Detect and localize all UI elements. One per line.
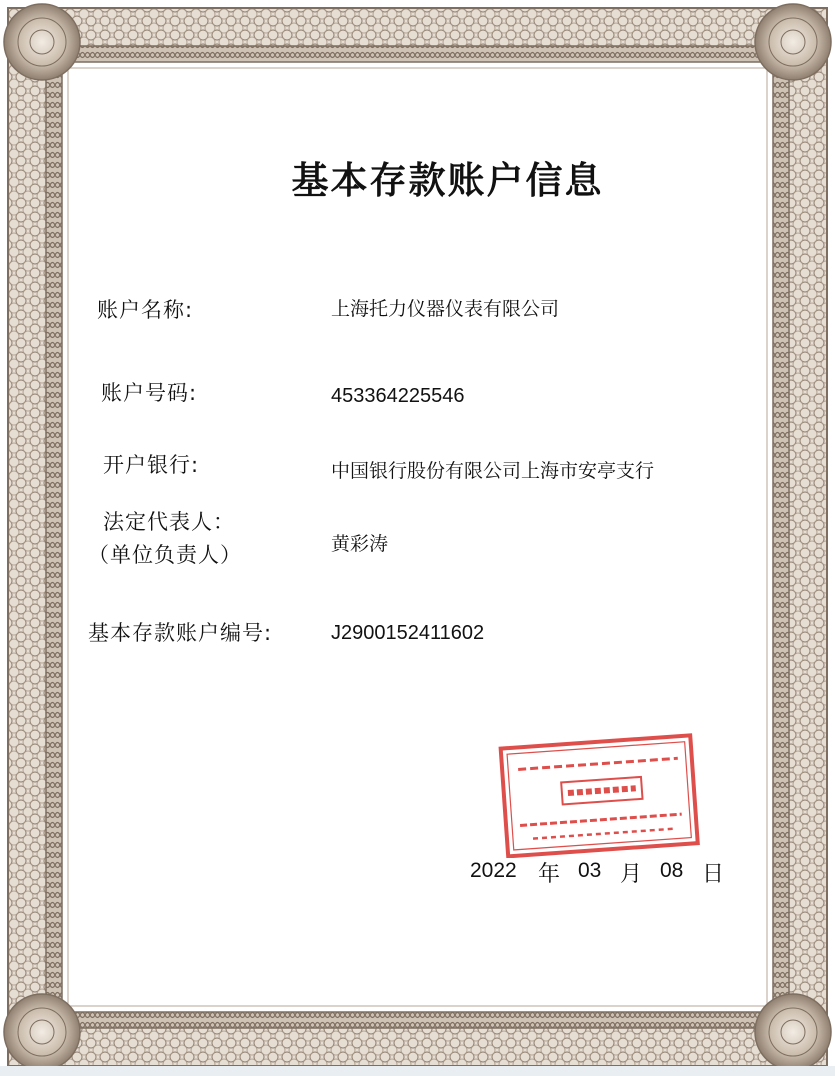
basic-account-no-label: 基本存款账户编号: [88, 621, 273, 645]
account-name-value: 上海托力仪器仪表有限公司 [331, 298, 560, 320]
legal-rep-label-sub: （单位负责人） [88, 543, 242, 567]
date-day: 08 [660, 859, 684, 882]
date-year-unit: 年 [538, 862, 561, 887]
bottom-edge [0, 1066, 835, 1076]
document-title: 基本存款账户信息 [291, 158, 604, 202]
account-number-label: 账户号码: [101, 381, 198, 405]
legal-rep-value: 黄彩涛 [331, 533, 389, 555]
date-month-unit: 月 [620, 862, 643, 887]
account-number-value: 453364225546 [331, 385, 465, 407]
legal-rep-label: 法定代表人： [103, 510, 235, 534]
date-month: 03 [578, 859, 602, 882]
basic-account-no-value: J2900152411602 [331, 622, 485, 644]
account-name-label: 账户名称: [97, 298, 194, 322]
bank-value: 中国银行股份有限公司上海市安亭支行 [331, 460, 655, 482]
official-stamp [490, 728, 705, 858]
bank-label: 开户银行: [103, 453, 200, 477]
date-day-unit: 日 [702, 862, 725, 887]
date-year: 2022 [470, 859, 517, 882]
